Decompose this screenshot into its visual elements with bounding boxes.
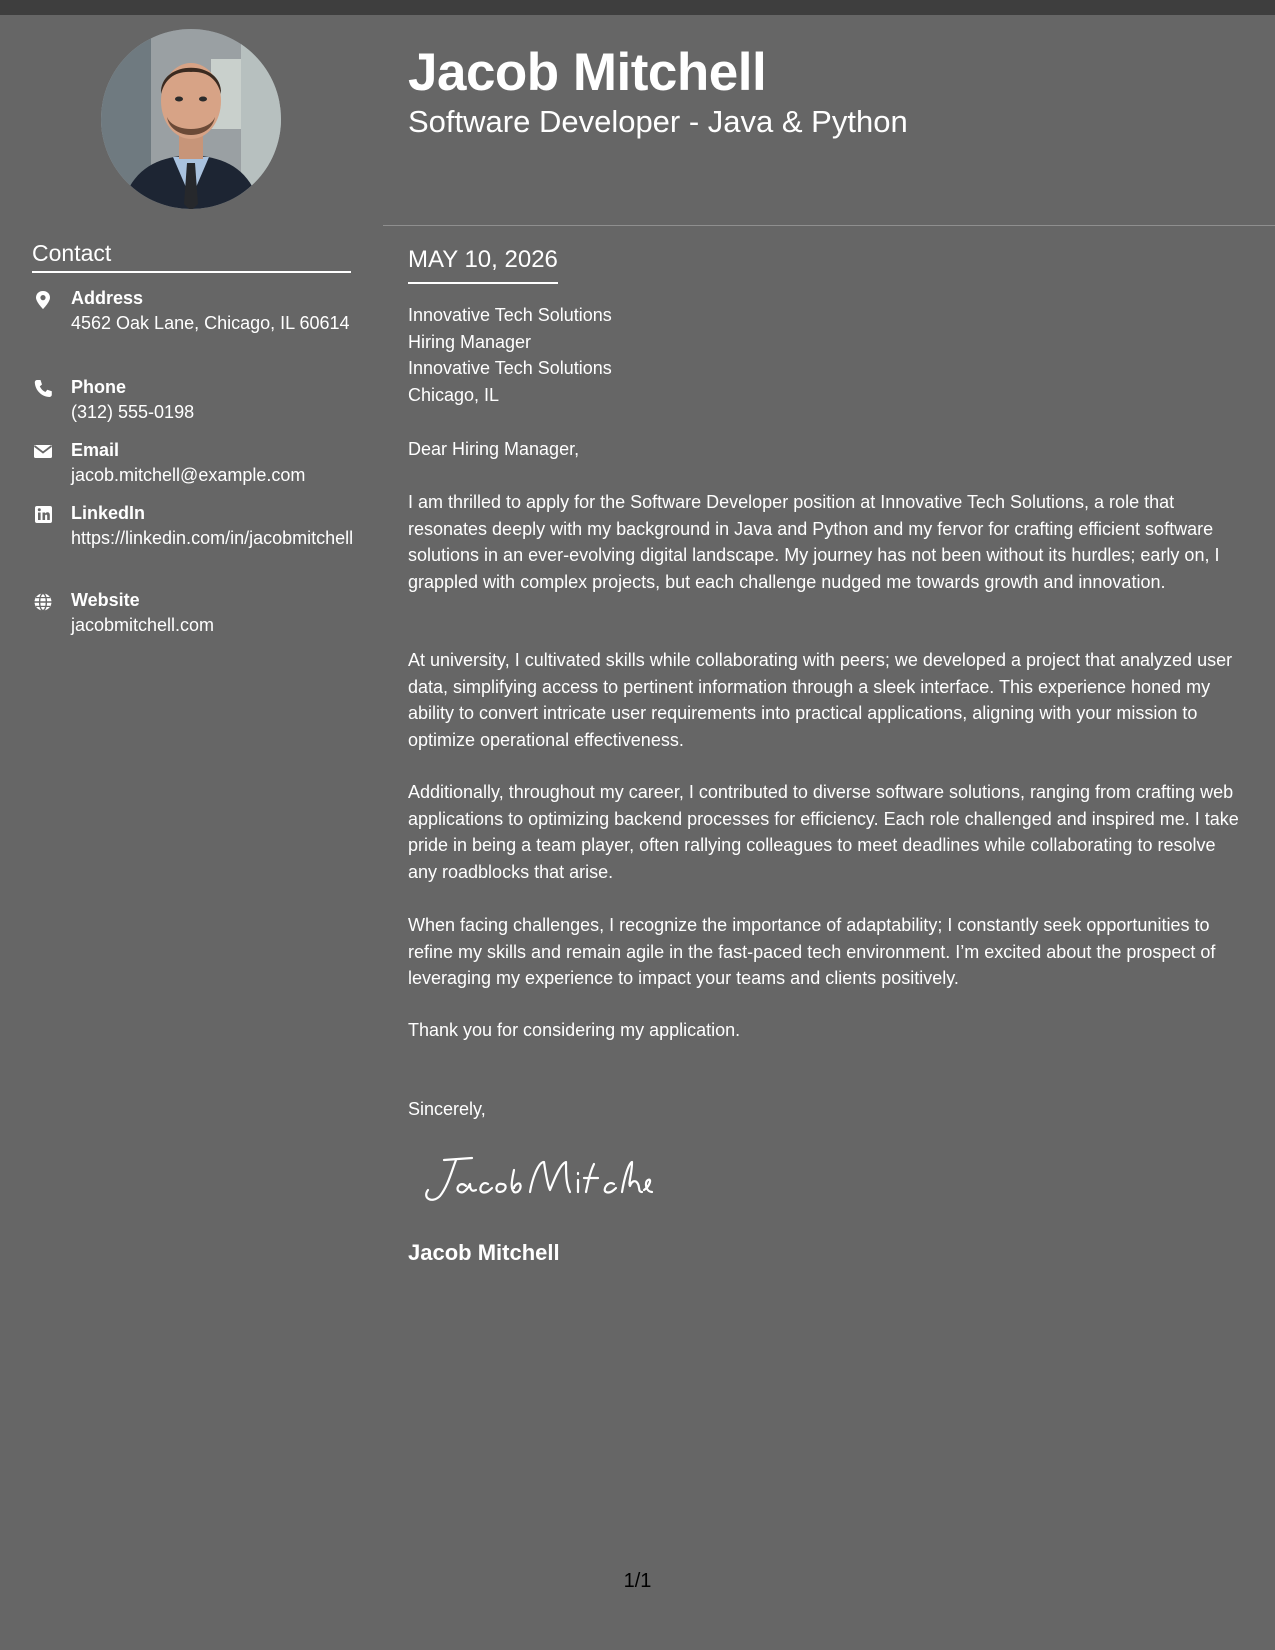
- sign-off: Sincerely,: [408, 1099, 486, 1119]
- contact-heading: Contact: [32, 240, 351, 273]
- address-value: 4562 Oak Lane, Chicago, IL 60614: [71, 313, 350, 333]
- email-value[interactable]: jacob.mitchell@example.com: [71, 465, 306, 485]
- recipient-line: Hiring Manager: [408, 331, 532, 352]
- recipient-block: [408, 302, 612, 408]
- letter-date: MAY 10, 2026: [408, 245, 558, 284]
- phone-label: Phone: [71, 377, 127, 397]
- applicant-name: Jacob Mitchell: [408, 43, 767, 102]
- recipient-line: Chicago, IL: [408, 384, 500, 405]
- website-value[interactable]: jacobmitchell.com: [71, 615, 215, 635]
- map-pin-icon: [32, 290, 54, 310]
- salutation: Dear Hiring Manager,: [408, 439, 580, 459]
- email-label: Email: [71, 440, 120, 460]
- linkedin-icon: [32, 505, 54, 525]
- envelope-icon: [32, 442, 54, 462]
- job-title: Software Developer - Java & Python: [408, 104, 908, 139]
- signer-name: Jacob Mitchell: [408, 1240, 560, 1265]
- globe-icon: [32, 592, 54, 612]
- page-number: 1/1: [623, 1570, 652, 1592]
- recipient-line: Innovative Tech Solutions: [408, 358, 612, 378]
- phone-icon: [32, 379, 54, 399]
- avatar: [101, 29, 281, 209]
- top-bar: [0, 0, 1275, 15]
- header-divider: [383, 225, 1275, 226]
- body-paragraph: When facing challenges, I recognize the importance of adaptability; I constantly seek opportunities to refine my skills and remain agile in the fast-paced tech environment. I’m excited about the prospect of leveraging my experience to impact your teams and clients positively.: [408, 915, 1216, 988]
- body-paragraph: I am thrilled to apply for the Software Developer position at Innovative Tech Solutions, a role that resonates deeply with my background in Java and Python and my fervor for crafting efficient software solutions in an ever-evolving digital landscape. My journey has not been without its hurdles; early on, I grappled with complex projects, but each challenge nudged me towards growth and innovation.: [408, 492, 1220, 592]
- body-paragraph: Additionally, throughout my career, I contributed to diverse software solutions, ranging from crafting web applications to optimizing backend processes for efficiency. Each role challenged and inspired me. I take pride in being a team player, often rallying colleagues to meet deadlines while collaborating to resolve any roadblocks that arise.: [408, 782, 1239, 882]
- phone-value: (312) 555-0198: [71, 402, 195, 422]
- recipient-line: Innovative Tech Solutions: [408, 305, 612, 325]
- profile-photo: [101, 29, 281, 209]
- address-label: Address: [71, 288, 144, 308]
- linkedin-label: LinkedIn: [71, 503, 146, 523]
- website-label: Website: [71, 590, 140, 610]
- linkedin-value[interactable]: https://linkedin.com/in/jacobmitchell: [71, 528, 354, 548]
- closing-thanks: Thank you for considering my application.: [408, 1020, 741, 1040]
- handwritten-signature: [418, 1150, 658, 1208]
- body-paragraph: At university, I cultivated skills while collaborating with peers; we developed a project that analyzed user data, simplifying access to pertinent information through a sleek interface. This experience honed my ability to convert intricate user requirements into practical applications, aligning with your mission to optimize operational effectiveness.: [408, 650, 1233, 750]
